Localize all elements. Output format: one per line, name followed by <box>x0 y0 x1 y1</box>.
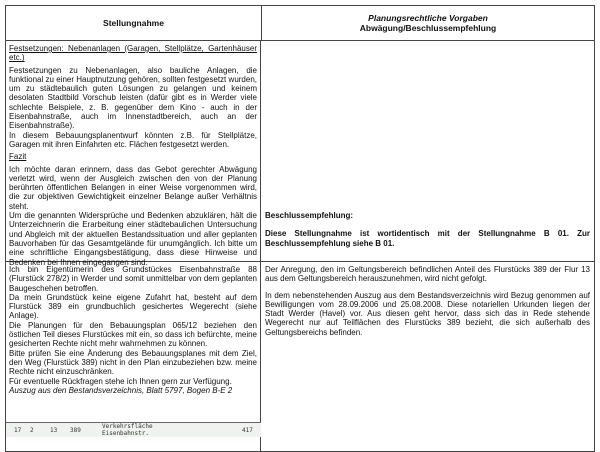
row1-para4: Um die genannten Widersprüche und Bedenken abzuklären, hält die Unterzeichnerin die Erarbeitung einer städtebaulichen Untersuchung und Abgleich mit der aktuellen Bestandssituation und aller geplanten Bauvorhaben für das Gesamtgelände für unumgänglich. Ich bitte um eine schriftliche Eingangsbestätigung, dass diese Hinweise und Bedenken bei Ihnen eingegangen sind. <box>9 211 257 267</box>
row2-para1: Ich bin Eigentümerin des Grundstückes Eisenbahnstraße 88 (Flurstück 278/2) in Werder und somit unmittelbar von dem geplanten Baugeschehen betroffen. <box>9 265 257 293</box>
row2-para2: Da mein Grundstück keine eigene Zufahrt hat, besteht auf dem Flurstück 389 ein grundbuchlich gesichertes Wegerecht (siehe Anlage). <box>9 292 257 321</box>
row1-para3: Ich möchte daran erinnern, dass das Gebot gerechter Abwägung verletzt wird, wenn der Ausgleich zwischen den von der Planung berührten öffentlichen Belangen in einer Weise vorgenommen wird, die zur objektiven Gewichtigkeit einzelner Belange außer Verhältnis steht. <box>9 164 257 211</box>
row1-heading1: Festsetzungen: Nebenanlagen (Garagen, Stellplätze, Gartenhäuser etc.) <box>9 44 257 63</box>
extract-col2: 2 <box>30 426 34 434</box>
document-table <box>5 5 595 452</box>
extract-col5 <box>102 423 242 437</box>
table-row <box>6 41 594 267</box>
extract-col6: 417 <box>242 426 253 434</box>
header-right-line2: Abwägung/Beschlussempfehlung <box>359 23 497 33</box>
row2-caption: Auszug aus den Bestandsverzeichnis, Blatt 5797, Bogen B-E 2 <box>9 385 233 395</box>
row1-decision <box>261 41 594 261</box>
row2-para4: Bitte prüfen Sie eine Änderung des Bebauungsplanes mit dem Ziel, den Weg (Flurstück 389) nicht in den Plan einzubeziehen bzw. meine Rechte nicht einzuschränken. <box>9 348 257 377</box>
row1-para2: In diesem Bebauungsplanentwurf könnten z.B. für Stellplätze, Garagen mit ihren Einfahrten etc. Flächen festgesetzt werden. <box>9 130 257 149</box>
row2-para3: Die Planungen für den Bebauungsplan 065/12 beziehen den östlichen Teil dieses Flurstückes mit ein, so dass ich befürchte, meine gesicherten Rechte nicht mehr wahrnehmen zu können. <box>9 320 257 349</box>
header-right-line1: Planungsrechtliche Vorgaben <box>368 13 488 23</box>
extract-col1: 17 <box>14 426 22 434</box>
row1-right-heading: Beschlussempfehlung: <box>265 211 354 221</box>
row2-para5: Für eventuelle Rückfragen stehe ich Ihnen gern zur Verfügung. <box>9 376 232 386</box>
header-left: Stellungnahme <box>6 6 262 40</box>
extract-col3: 13 <box>50 426 58 434</box>
header-right <box>262 6 594 40</box>
row1-statement <box>6 41 261 267</box>
extract-col5-line2: Eisenbahnstr. <box>102 430 149 437</box>
extract-col5-line1: Verkehrsfläche <box>102 423 153 430</box>
extract-col4: 389 <box>70 426 81 434</box>
row1-right-text: Diese Stellungnahme ist wortidentisch mit der Stellungnahme B 01. Zur Beschlussempfehlung siehe B 01. <box>265 229 590 248</box>
row1-para1: Festsetzungen zu Nebenanlagen, also bauliche Anlagen, die funktional zu einer Hauptnutzung gehören, sollten festgesetzt wurden, um zu städtebaulich guten Lösungen zu gelangen und keinem desolaten Stadtbild Vorschub leisten (dafür gibt es in Werder viele schlechte Beispiele, z. B. gegenüber dem Kino - auch in der Eisenbahnstraße, auch im Innenstadtbereich, auch an der Eisenbahnstraße). <box>9 65 257 131</box>
row2-right-para1: Der Anregung, den im Geltungsbereich befindlichen Anteil des Flurstücks 389 der Flur 13 aus dem Geltungsbereich herauszunehmen, wird nicht gefolgt. <box>265 265 590 284</box>
row1-heading2: Fazit <box>9 152 27 162</box>
row2-decision <box>261 262 594 452</box>
table-header <box>6 6 594 41</box>
land-register-extract <box>6 422 261 437</box>
row2-right-para2: In dem nebenstehenden Auszug aus dem Bestandsverzeichnis wird Bezug genommen auf Bewilligungen vom 28.09.2006 und 25.08.2008. Diese notariellen Urkunden liegen der Stadt Werder (Havel) vor. Aus diesen geht hervor, dass sich das in Rede stehende Wegerecht nur auf Teilflächen des Flurstücks 389 bezieht, die sich außerhalb des Geltungsbereichs befinden. <box>265 290 590 337</box>
